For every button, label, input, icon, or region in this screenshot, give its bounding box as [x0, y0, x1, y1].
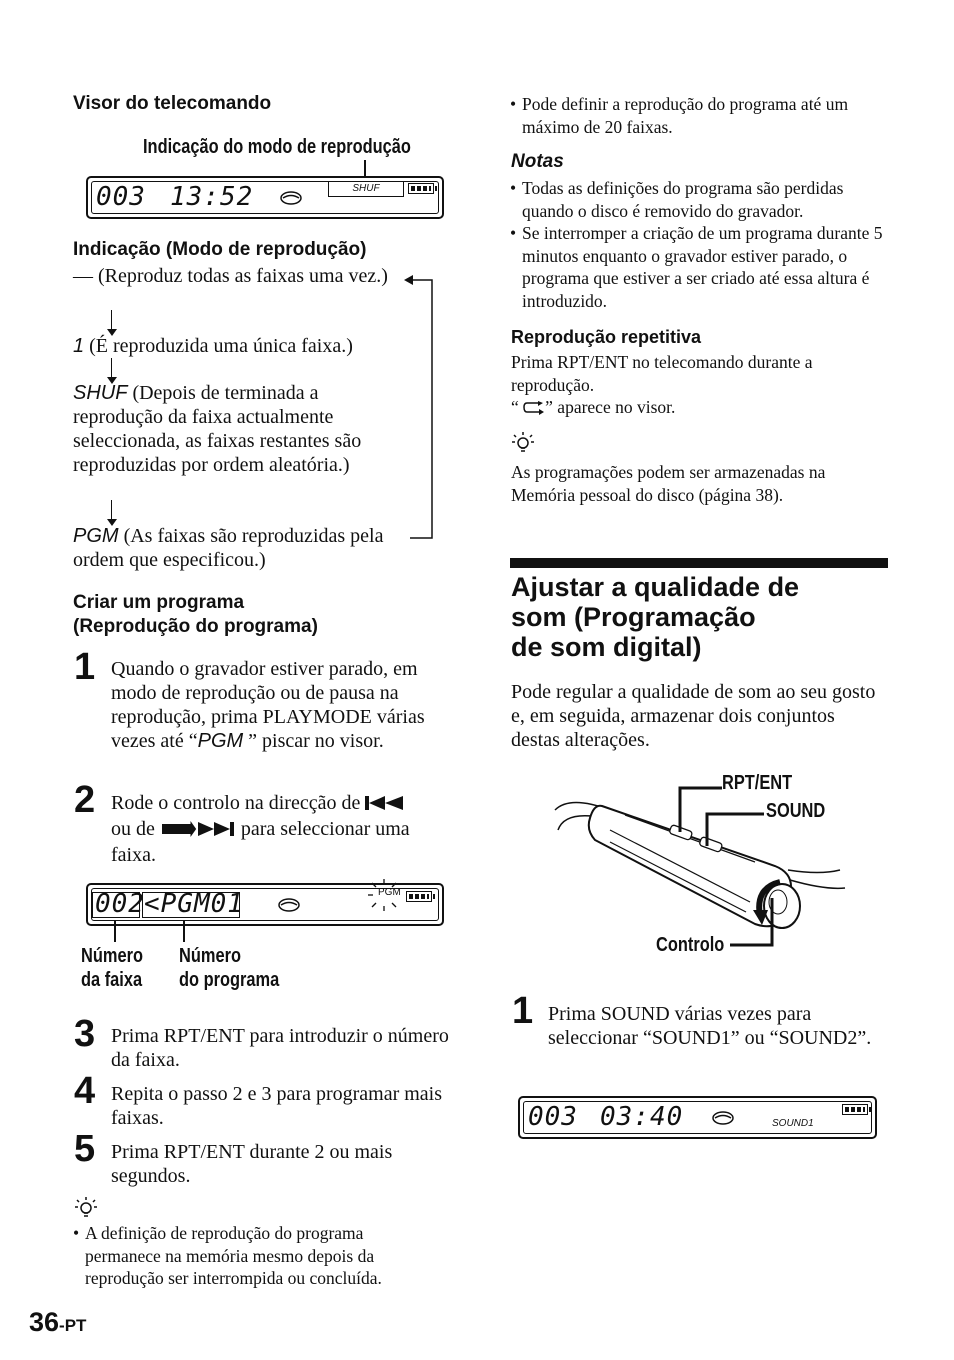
step-4-number: 4: [74, 1070, 96, 1112]
section-title: Ajustar a qualidade de som (Programação de som digital): [511, 572, 800, 662]
battery-icon: [842, 1104, 868, 1115]
mode-item-shuffle: SHUF (Depois de terminada a reprodução da faixa actualmente seleccionada, as faixas restantes são reproduzidas por ordem aleatória.): [73, 382, 362, 476]
mode-item-single: 1 (É reproduzida uma única faixa.): [73, 335, 353, 357]
section-rule: [510, 558, 888, 568]
repeat-icon: [523, 398, 545, 421]
repeat-heading: Reprodução repetitiva: [511, 327, 702, 347]
step-5-number: 5: [74, 1128, 96, 1170]
lcd-track: 003: [528, 1102, 578, 1132]
lcd-time: 03:40: [600, 1102, 684, 1132]
prev-icon: [365, 793, 407, 817]
rpt-ent-label: RPT/ENT: [722, 772, 793, 794]
step-2-number: 2: [74, 779, 96, 821]
step-1-number-right: 1: [512, 990, 534, 1032]
disc-icon: [280, 191, 302, 210]
tip-icon: [511, 431, 535, 455]
indicacao-label: Indicação do modo de reprodução: [143, 136, 411, 158]
step-1-text: Quando o gravador estiver parado, em modo de reprodução ou de pausa na reprodução, prima PLAYMODE várias vezes até “PGM ” piscar no visor.: [111, 658, 425, 752]
visor-heading: Visor do telecomando: [73, 93, 272, 114]
loop-arrow: [400, 272, 440, 544]
notes-list: [510, 177, 890, 312]
program-number-label: Número do programa: [179, 945, 280, 991]
list-item: • Se interromper a criação de um programa durante 5 minutos enquanto o gravador estiver parado, o programa que estiver a ser criado até essa altura é introduzido.: [510, 222, 890, 312]
repeat-text: Prima RPT/ENT no telecomando durante a reprodução. “ ” aparece no visor.: [511, 351, 881, 421]
lcd-program: <PGM01: [144, 889, 244, 919]
battery-icon: [408, 183, 434, 194]
notes-heading: Notas: [511, 151, 564, 172]
list-item: • A definição de reprodução do programa permanece na memória mesmo depois da reprodução ser interrompida ou concluída.: [73, 1222, 433, 1290]
right-tip-text: As programações podem ser armazenadas na Memória pessoal do disco (página 38).: [511, 462, 826, 505]
list-item: • Pode definir a reprodução do programa até um máximo de 20 faixas.: [510, 93, 890, 138]
step-5-text: Prima RPT/ENT durante 2 ou mais segundos.: [111, 1141, 393, 1187]
battery-icon: [406, 891, 432, 902]
mode-item-all: — (Reproduz todas as faixas uma vez.): [73, 265, 388, 287]
lcd-track: 002: [95, 889, 145, 919]
mode-heading: Indicação (Modo de reprodução): [73, 239, 367, 260]
lcd-display-1: [86, 176, 444, 219]
track-number-label: Número da faixa: [81, 945, 143, 991]
step-3-text: Prima RPT/ENT para introduzir o número da faixa.: [111, 1025, 449, 1071]
sound-label: SOUND: [766, 800, 826, 822]
section-intro: Pode regular a qualidade de som ao seu gosto e, em seguida, armazenar dois conjuntos destas alterações.: [511, 681, 876, 751]
list-item: • Todas as definições do programa são perdidas quando o disco é removido do gravador.: [510, 177, 890, 222]
disc-icon: [712, 1111, 734, 1130]
lcd-sound: SOUND1: [772, 1118, 814, 1129]
lcd-mode: SHUF: [328, 181, 404, 197]
next-icon: [160, 819, 236, 843]
step-4-text: Repita o passo 2 e 3 para programar mais faixas.: [111, 1083, 443, 1129]
tip-icon: [74, 1196, 98, 1220]
page-number: 36-PT: [29, 1307, 87, 1337]
disc-icon: [278, 898, 300, 917]
lcd-display-2: [86, 883, 444, 926]
left-tip-list: [73, 1222, 433, 1290]
control-label: Controlo: [656, 934, 725, 956]
lcd-track: 003: [96, 182, 146, 212]
top-bullet-list: [510, 93, 890, 138]
program-heading: Criar um programa (Reprodução do programa): [73, 592, 318, 637]
lcd-time: 13:52: [170, 182, 254, 212]
step-2-text: Rode o controlo na direcção de ou de para seleccionar uma faixa.: [111, 792, 410, 866]
lcd-display-3: [518, 1096, 877, 1139]
step-1-text-right: Prima SOUND várias vezes para seleccionar “SOUND1” ou “SOUND2”.: [548, 1003, 872, 1049]
step-1-number: 1: [74, 646, 96, 688]
lcd-mode: PGM: [378, 887, 401, 898]
mode-item-program: PGM (As faixas são reproduzidas pela ordem que especificou.): [73, 525, 384, 571]
step-3-number: 3: [74, 1013, 96, 1055]
blink-icon: [368, 879, 400, 911]
